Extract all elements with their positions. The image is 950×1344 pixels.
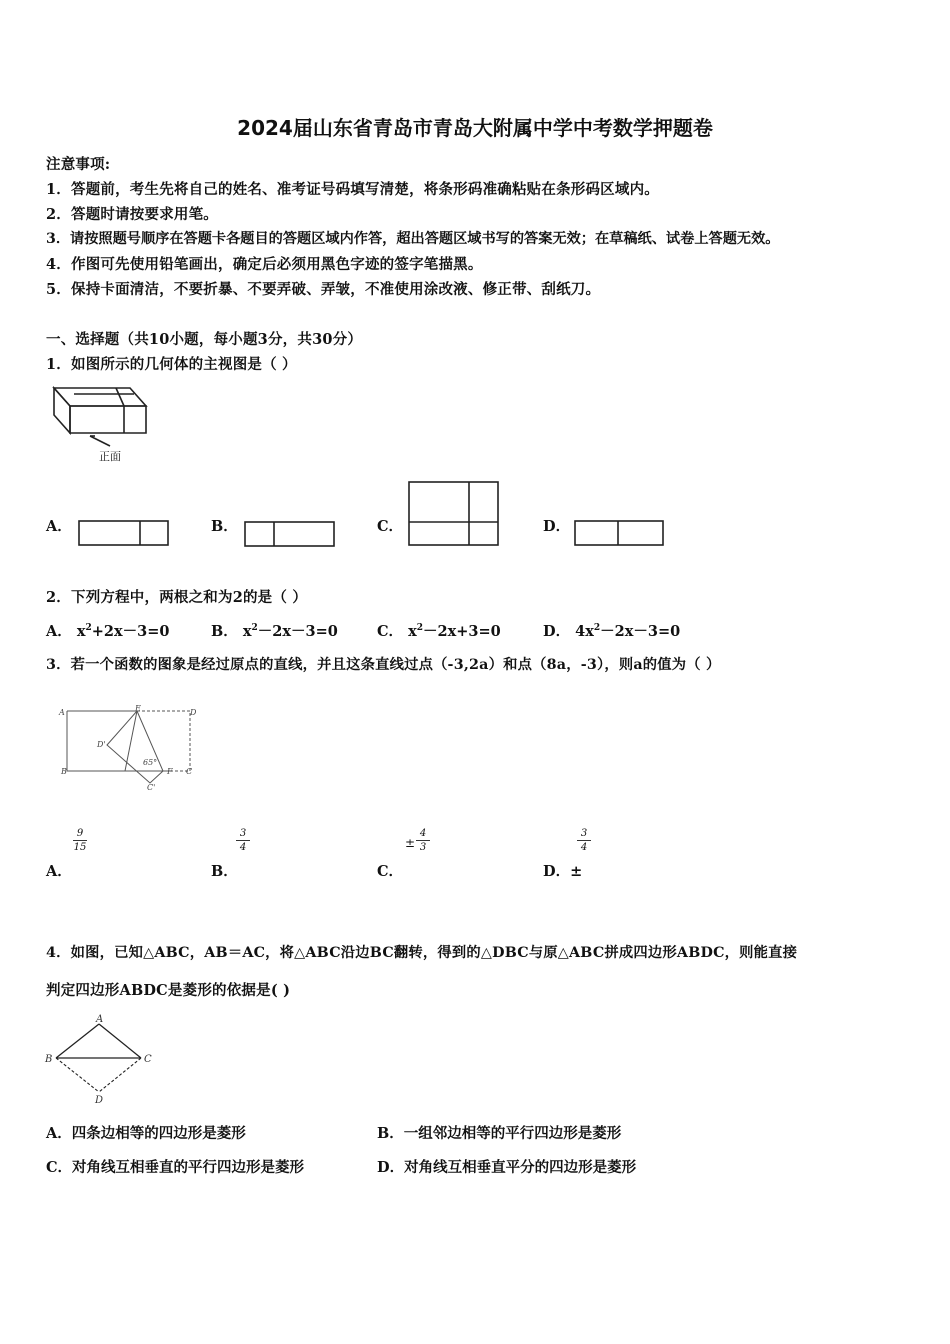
q1-option-c-figure xyxy=(408,480,502,548)
q3-label-dp: D' xyxy=(97,740,106,749)
notice-item: 3．请按照题号顺序在答题卡各题目的答题区域内作答，超出答题区域书写的答案无效；在草稿纸、试卷上答题无效。 xyxy=(46,231,780,247)
q3-option-a-fraction: 9 15 xyxy=(73,828,87,853)
q4-label-b: B xyxy=(45,1054,53,1065)
q2-option-b[interactable]: B． $x^2-2x-3=0$ xyxy=(211,623,338,640)
notice-item: 2．答题时请按要求用笔。 xyxy=(46,206,218,223)
q3-option-c-fraction: 4 3 xyxy=(416,828,430,853)
q3-label-angle: 65° xyxy=(143,758,158,767)
q1-option-a-label[interactable]: A． xyxy=(46,518,72,535)
q2-option-d[interactable]: D． $4x^2-2x-3=0$ xyxy=(543,623,681,640)
question-4-stem-line2: 判定四边形ABDC是菱形的依据是( ) xyxy=(46,982,291,999)
q3-label-a: A xyxy=(59,708,65,717)
q3-option-b-fraction: 3 4 xyxy=(236,828,250,853)
q3-option-a-label[interactable]: A． xyxy=(46,863,72,880)
question-3-stem: 3．若一个函数的图象是经过原点的直线，并且这条直线过点（-3,2a）和点（8a，-3），则a的值为（ ） xyxy=(46,657,721,673)
q3-option-c-sign: ± xyxy=(405,836,416,850)
q2-option-a[interactable]: A． $x^2+2x-3=0$ xyxy=(46,623,170,640)
q4-option-a[interactable]: A．四条边相等的四边形是菱形 xyxy=(46,1125,246,1142)
question-2-stem: 2．下列方程中，两根之和为2的是（ ） xyxy=(46,589,308,606)
question-4-stem-line1: 4．如图，已知△ABC，AB＝AC，将△ABC沿边BC翻转，得到的△DBC与原△ABC拼成四边形ABDC，则能直接 xyxy=(46,945,798,961)
q3-option-d-fraction: 3 4 xyxy=(577,828,591,853)
notice-item: 4．作图可先使用铅笔画出，确定后必须用黑色字迹的签字笔描黑。 xyxy=(46,256,483,273)
q1-option-a-figure xyxy=(78,519,170,547)
notice-item: 5．保持卡面清洁，不要折暴、不要弄破、弄皱，不准使用涂改液、修正带、刮纸刀。 xyxy=(46,281,601,298)
q3-label-c: C xyxy=(186,767,193,776)
q4-label-d: D xyxy=(95,1095,104,1106)
question-1-stem: 1．如图所示的几何体的主视图是（ ） xyxy=(46,356,297,373)
page-title: 2024届山东省青岛市青岛大附属中学中考数学押题卷 xyxy=(237,116,713,140)
q1-option-d-label[interactable]: D． xyxy=(543,518,571,535)
q4-option-d[interactable]: D．对角线互相垂直平分的四边形是菱形 xyxy=(377,1159,637,1176)
q4-option-b[interactable]: B．一组邻边相等的平行四边形是菱形 xyxy=(377,1125,622,1142)
q1-option-c-label[interactable]: C． xyxy=(377,518,404,535)
q3-option-d-label[interactable]: D．± xyxy=(543,863,583,880)
q3-label-cp: C' xyxy=(147,783,156,792)
q1-option-b-figure xyxy=(244,520,336,548)
q1-option-d-figure xyxy=(574,519,666,547)
q4-label-a: A xyxy=(96,1014,104,1025)
q3-label-b: B xyxy=(61,767,67,776)
q3-option-c-label[interactable]: C． xyxy=(377,863,404,880)
q3-label-d: D xyxy=(190,708,197,717)
q3-fold-figure xyxy=(55,705,205,795)
q1-front-label: 正面 xyxy=(99,450,121,463)
q2-option-c[interactable]: C． $x^2-2x+3=0$ xyxy=(377,623,501,640)
q4-rhombus-figure xyxy=(42,1012,162,1104)
q3-label-e: E xyxy=(135,704,141,713)
notice-item: 1．答题前，考生先将自己的姓名、准考证号码填写清楚，将条形码准确粘贴在条形码区域内。 xyxy=(46,181,659,198)
notice-heading: 注意事项: xyxy=(46,156,111,173)
q1-option-b-label[interactable]: B． xyxy=(211,518,238,535)
q3-label-f: F xyxy=(167,767,173,776)
q4-label-c: C xyxy=(144,1054,152,1065)
q4-option-c[interactable]: C．对角线互相垂直的平行四边形是菱形 xyxy=(46,1159,305,1176)
q3-option-b-label[interactable]: B． xyxy=(211,863,238,880)
section-heading: 一、选择题（共10小题，每小题3分，共30分） xyxy=(46,331,363,348)
